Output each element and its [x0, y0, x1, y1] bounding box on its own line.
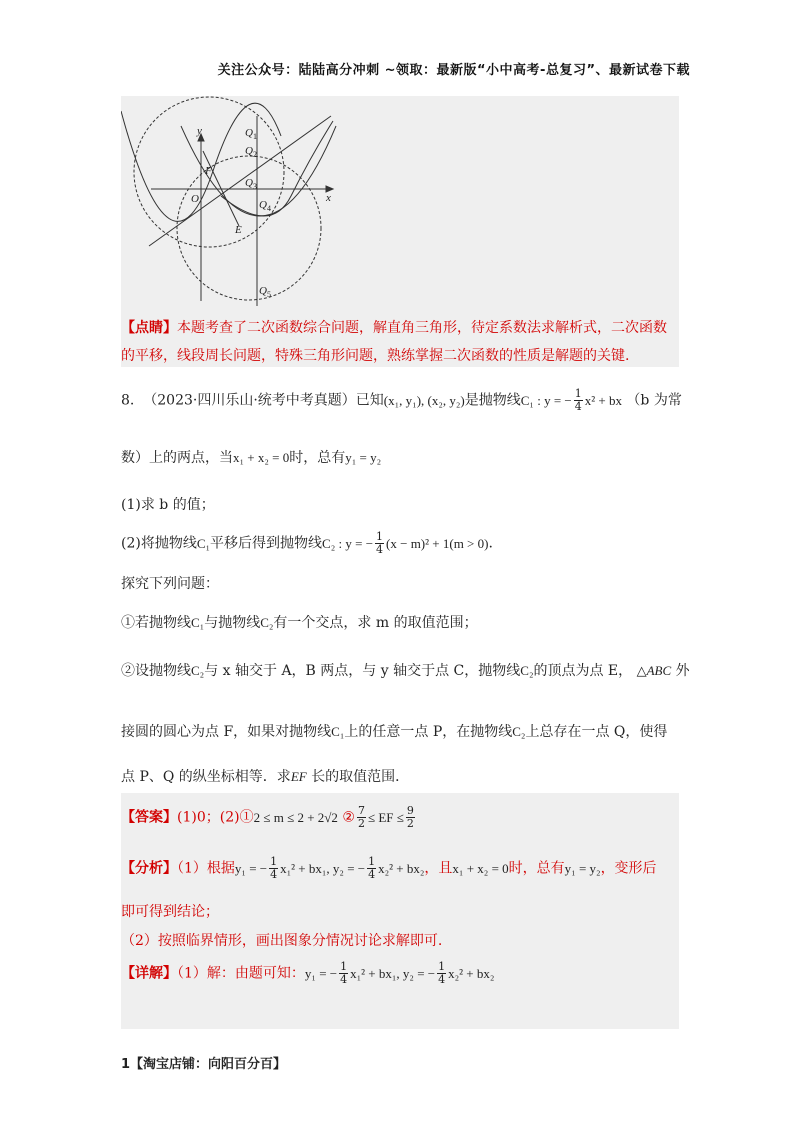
answer-line: 【答案】(1)0；(2)①2 ≤ m ≤ 2 + 2√2 ② $\frac{7}{2}$ ≤ EF ≤ $\frac{9}{2}$ — [121, 804, 414, 830]
label-q2: $Q_2$ — [245, 145, 257, 159]
analysis-line1: 【分析】（1）根据y₁ = − $\frac{1}{4}$ x₁² + bx₁, y₂ = − $\frac{1}{4}$ x₂² + bx₂，且x₁ + x₂ = 0时，总有y₁ = y₂，变形后 — [121, 855, 657, 881]
page-footer: 1【淘宝店铺：向阳百分百】 — [121, 1057, 287, 1072]
label-q5: $Q_5$ — [259, 285, 271, 299]
comment-line1: 本题考查了二次函数综合问题，解直角三角形，待定系数法求解析式，二次函数 — [177, 320, 667, 336]
analysis-line3: （2）按照临界情形，画出图象分情况讨论求解即可. — [121, 933, 443, 949]
analysis-tag: 【分析】 — [121, 860, 177, 877]
label-q4-subscript: 4 — [266, 204, 271, 213]
condition-sum: x₁ + x₂ = 0 — [233, 450, 290, 465]
problem-number: 8. — [121, 392, 135, 409]
detail-line: 【详解】（1）解：由题可知：y₁ = − $\frac{1}{4}$ x₁² + bx₁, y₂ = − $\frac{1}{4}$ x₂² + bx₂ — [121, 960, 495, 986]
label-q4: $Q_4$ — [259, 199, 271, 213]
c1-equation: C₁ : y = − — [520, 392, 572, 408]
explore-line: 探究下列问题： — [121, 576, 219, 592]
c1-equation-tail: x² + bx — [584, 392, 622, 408]
question-1: (1)求 b 的值； — [121, 497, 215, 513]
comment-block — [121, 314, 679, 370]
sub-question-1: ①若抛物线C₁与抛物线C₂有一个交点，求 m 的取值范围； — [121, 615, 478, 631]
comment-line2: 的平移，线段周长问题，特殊三角形问题，熟练掌握二次函数的性质是解题的关键. — [121, 348, 630, 364]
label-e: E — [235, 224, 242, 236]
parabola-c2-right — [221, 121, 333, 216]
label-q1: $Q_1$ — [245, 127, 257, 141]
fraction-quarter: $\frac{1}{4}$ — [574, 387, 582, 413]
question-2: (2)将抛物线C₁平移后得到抛物线C₂ : y = − $\frac{1}{4}$ (x − m)² + 1(m > 0). — [121, 530, 493, 556]
label-y: y — [197, 125, 202, 137]
label-q3-subscript: 3 — [252, 182, 257, 191]
detail-tag: 【详解】 — [121, 965, 177, 982]
analysis-line2: 即可得到结论； — [121, 904, 219, 920]
fraction-quarter-2: $\frac{1}{4}$ — [376, 530, 384, 556]
condition-equal: y₁ = y₂ — [345, 450, 382, 465]
label-f: F — [205, 165, 212, 177]
label-q1-subscript: 1 — [252, 132, 257, 141]
answer-range-1: 2 ≤ m ≤ 2 + 2√2 — [253, 809, 338, 825]
label-q3: $Q_3$ — [245, 177, 257, 191]
label-q5-subscript: 5 — [266, 290, 271, 299]
solution-panel — [121, 793, 679, 1029]
c2-equation: C₂ : y = − — [322, 535, 374, 551]
comment-tag: 【点睛】 — [121, 320, 177, 336]
problem-line2: 数）上的两点，当x₁ + x₂ = 0时，总有y₁ = y₂ — [121, 450, 382, 466]
page-header: 关注公众号：陆陆高分冲刺 ~领取：最新版“小中高考-总复习”、最新试卷下载 — [217, 63, 690, 78]
problem-text: 是抛物线 — [464, 392, 521, 409]
problem-points: (x₁, y₁), (x₂, y₂) — [383, 392, 465, 408]
problem-source: （2023·四川乐山·统考中考真题）已知 — [143, 392, 384, 409]
b-note: （b 为常 — [626, 392, 682, 409]
sub-question-2-cont: 接圆的圆心为点 F，如果对抛物线C₁上的任意一点 P，在抛物线C₂上总存在一点 Q，使得 — [121, 724, 668, 740]
label-x: x — [326, 192, 331, 204]
sub-question-2-end: 点 P、Q 的纵坐标相等．求EF 长的取值范围． — [121, 769, 410, 785]
problem-line1 — [121, 388, 682, 413]
sub-question-2: ②设抛物线C₂与 x 轴交于 A，B 两点，与 y 轴交于点 C，抛物线C₂的顶点为点 E， △ABC 外 — [121, 663, 690, 679]
label-o: O — [191, 193, 199, 205]
graph-panel — [121, 96, 679, 367]
label-q2-subscript: 2 — [252, 150, 257, 159]
answer-tag: 【答案】 — [121, 809, 177, 826]
